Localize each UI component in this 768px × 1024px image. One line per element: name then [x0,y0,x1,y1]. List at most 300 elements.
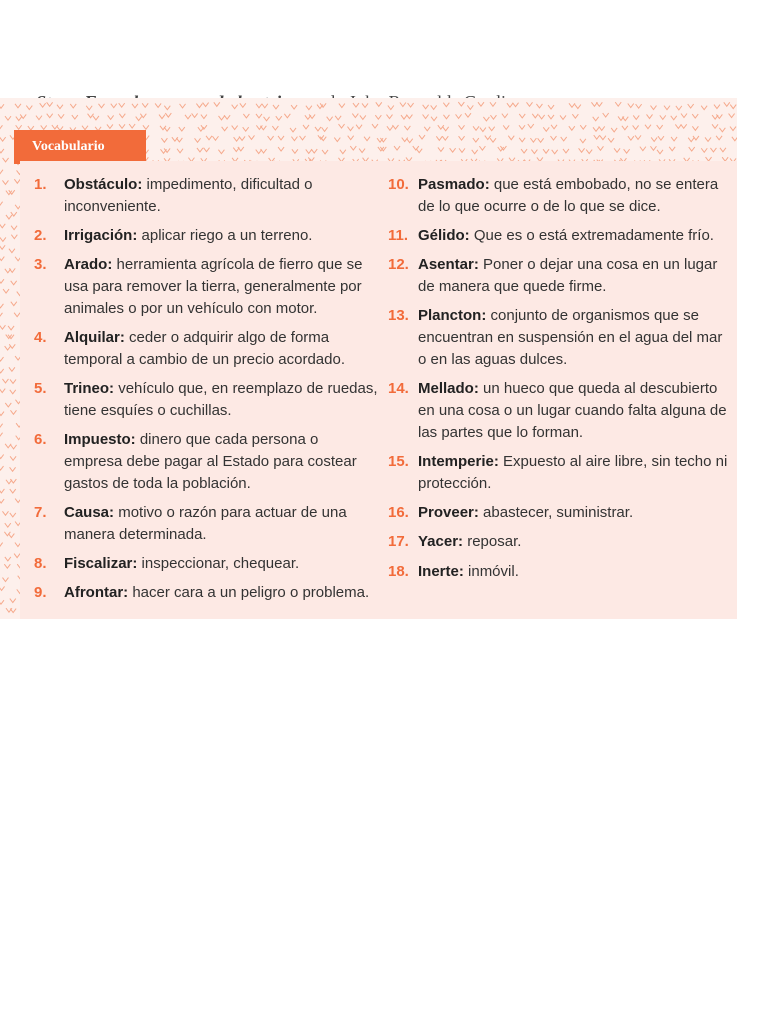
pattern-mark [10,467,16,471]
pattern-mark [10,489,16,493]
pattern-mark [192,113,198,117]
entry-term: Arado: [64,256,113,273]
pattern-mark [467,105,473,109]
pattern-mark [15,104,21,108]
entry-definition: abastecer, suministrar. [483,504,634,521]
pattern-mark [335,116,341,120]
pattern-mark [107,124,113,128]
pattern-mark [306,149,312,153]
pattern-mark [70,104,76,108]
entry-body [418,531,733,553]
pattern-mark [57,105,63,109]
pattern-mark [575,105,581,109]
pattern-mark [0,313,2,317]
pattern-mark [676,106,682,110]
pattern-mark [615,102,621,106]
pattern-mark [129,124,135,128]
pattern-mark [119,103,125,107]
vocabulary-tab: Vocabulario [14,130,146,164]
pattern-mark [234,137,240,141]
pattern-mark [424,127,430,131]
pattern-mark [291,105,297,109]
pattern-mark [356,125,362,129]
pattern-mark [10,479,16,483]
entry-definition: Poner o dejar una cosa en un lugar de manera que quede firme. [418,256,718,295]
entry-definition: un hueco que queda al descubierto en una cosa o un lugar cuando falta alguna de las partes que lo forman. [418,380,727,441]
entry-definition: herramienta agrícola de fierro que se usa para remover la tierra, generalmente por animales o por un vehículo con motor. [64,256,363,317]
pattern-mark [645,125,651,129]
pattern-mark [400,103,406,107]
pattern-mark [593,127,599,131]
pattern-mark [563,149,569,153]
pattern-mark [291,137,297,141]
pattern-mark [622,117,628,121]
pattern-mark [240,103,246,107]
pattern-mark [438,147,444,151]
pattern-mark [6,215,12,219]
entry-term: Inerte: [418,563,464,580]
pattern-mark [196,104,202,108]
pattern-mark [2,379,8,383]
pattern-mark [633,115,639,119]
entry-body [64,429,379,495]
pattern-mark [256,104,262,108]
pattern-mark [712,124,718,128]
pattern-mark [350,146,356,150]
pattern-mark [681,113,687,117]
pattern-mark [633,125,639,129]
pattern-mark [177,149,183,153]
pattern-mark [2,578,8,582]
entry-number: 15. [388,453,409,470]
pattern-mark [419,135,425,139]
pattern-mark [5,346,11,350]
pattern-mark [348,136,354,140]
entry-number: 3. [34,256,47,273]
pattern-mark [647,114,653,118]
pattern-mark [388,105,394,109]
entry-number: 2. [34,227,47,244]
pattern-mark [3,289,9,293]
pattern-mark [10,390,16,394]
pattern-mark [58,114,64,118]
entry-body [64,378,379,422]
pattern-mark [93,116,99,120]
pattern-mark [724,102,730,106]
pattern-mark [47,114,53,118]
pattern-mark [26,106,32,110]
entry-definition: Expuesto al aire libre, sin techo ni protección. [418,453,728,492]
entry-number: 8. [34,555,47,572]
pattern-mark [268,136,274,140]
pattern-mark [650,146,656,150]
pattern-mark [611,128,617,132]
pattern-mark [479,146,485,150]
pattern-mark [243,114,249,118]
pattern-mark [0,600,4,604]
pattern-mark [688,138,694,142]
pattern-mark [164,127,170,131]
pattern-mark [485,136,491,140]
pattern-mark [10,599,16,603]
pattern-mark [693,136,699,140]
pattern-mark [413,146,419,150]
pattern-mark [519,138,525,142]
pattern-mark [9,249,15,253]
pattern-mark [10,609,16,613]
pattern-mark [0,586,5,590]
pattern-mark [543,149,549,153]
pattern-mark [569,126,575,130]
pattern-mark [290,128,296,132]
pattern-mark [508,136,514,140]
pattern-mark [206,136,212,140]
pattern-mark [256,114,262,118]
pattern-mark [239,136,245,140]
pattern-mark [243,127,249,131]
pattern-mark [0,325,5,329]
entry-number: 18. [388,563,409,580]
pattern-mark [651,137,657,141]
pattern-mark [657,125,663,129]
pattern-mark [292,149,298,153]
pattern-mark [9,367,15,371]
entry-definition: inspeccionar, chequear. [141,555,300,572]
pattern-mark [0,104,4,108]
pattern-mark [401,115,407,119]
pattern-mark [407,139,413,143]
pattern-mark [0,237,6,241]
pattern-mark [180,104,186,108]
pattern-mark [478,102,484,106]
pattern-mark [675,124,681,128]
pattern-mark [10,379,16,383]
pattern-mark [340,150,346,154]
pattern-mark [41,125,47,129]
pattern-mark [442,136,448,140]
pattern-mark [416,149,422,153]
pattern-mark [386,115,392,119]
pattern-mark [201,125,207,129]
pattern-mark [387,126,393,130]
pattern-mark [72,115,78,119]
pattern-mark [0,245,5,249]
entry-body [64,502,379,546]
pattern-mark [543,127,549,131]
pattern-mark [214,102,220,106]
pattern-mark [624,149,630,153]
pattern-mark [0,357,3,361]
entry-term: Gélido: [418,227,470,244]
pattern-mark [0,389,5,393]
pattern-mark [0,304,3,308]
pattern-mark [640,147,646,151]
pattern-mark [276,116,282,120]
pattern-mark [119,114,125,118]
pattern-mark [352,114,358,118]
pattern-mark [88,114,94,118]
pattern-mark [222,127,228,131]
entry-body [64,225,379,247]
pattern-mark [714,105,720,109]
entry-number: 16. [388,504,409,521]
pattern-mark [16,117,22,121]
pattern-mark [0,279,4,283]
entry-number: 6. [34,431,47,448]
pattern-mark [98,104,104,108]
entry-term: Mellado: [418,380,479,397]
pattern-mark [490,102,496,106]
pattern-mark [519,125,525,129]
pattern-mark [132,104,138,108]
pattern-mark [176,138,182,142]
pattern-mark [732,137,737,141]
entry-definition: conjunto de organismos que se encuentran en suspensión en el agua del mar o en las aguas dulces. [418,307,723,368]
pattern-mark [0,125,2,129]
entry-body [418,378,733,444]
pattern-mark [701,148,707,152]
entry-number: 14. [388,380,409,397]
pattern-mark [490,115,496,119]
pattern-mark [526,102,532,106]
entry-number: 4. [34,329,47,346]
pattern-mark [0,224,5,228]
pattern-mark [614,148,620,152]
pattern-mark [701,106,707,110]
pattern-mark [299,136,305,140]
pattern-mark [375,115,381,119]
pattern-mark [729,114,735,118]
pattern-mark [5,403,11,407]
entry-definition: motivo o razón para actuar de una manera determinada. [64,504,347,543]
pattern-mark [0,369,4,373]
pattern-mark [232,105,238,109]
pattern-mark [502,114,508,118]
pattern-mark [538,138,544,142]
pattern-mark [660,115,666,119]
pattern-mark [9,268,15,272]
pattern-mark [119,124,125,128]
pattern-mark [372,124,378,128]
pattern-mark [552,150,558,154]
pattern-mark [730,105,736,109]
entry-body [418,174,733,218]
pattern-mark [539,115,545,119]
pattern-mark [490,138,496,142]
pattern-mark [5,523,11,527]
pattern-mark [322,127,328,131]
pattern-mark [8,326,14,330]
pattern-mark [561,137,567,141]
entry-term: Obstáculo: [64,176,143,193]
pattern-mark [608,138,614,142]
entry-term: Afrontar: [64,584,129,601]
entry-term: Intemperie: [418,453,499,470]
pattern-mark [142,103,148,107]
entry-body [64,582,379,604]
pattern-mark [423,115,429,119]
entry-body [64,327,379,371]
pattern-mark [303,125,309,129]
pattern-mark [716,136,722,140]
pattern-mark [593,117,599,121]
pattern-mark [161,138,167,142]
pattern-mark [219,116,225,120]
pattern-mark [569,103,575,107]
pattern-mark [408,103,414,107]
pattern-mark [136,117,142,121]
pattern-mark [459,148,465,152]
pattern-mark [489,127,495,131]
pattern-mark [185,115,191,119]
pattern-mark [519,114,525,118]
pattern-mark [681,124,687,128]
pattern-mark [459,125,465,129]
pattern-mark [431,105,437,109]
pattern-mark [11,302,17,306]
pattern-mark [657,150,663,154]
pattern-mark [406,115,412,119]
pattern-mark [238,147,244,151]
pattern-mark [264,117,270,121]
entry-body [64,553,379,575]
pattern-mark [278,136,284,140]
entry-definition: dinero que cada persona o empresa debe pagar al Estado para costear gastos de toda la población. [64,431,357,492]
pattern-mark [0,543,3,547]
entry-definition: aplicar riego a un terreno. [141,227,313,244]
pattern-mark [260,126,266,130]
pattern-mark [628,104,634,108]
pattern-mark [179,127,185,131]
pattern-mark [320,137,326,141]
pattern-mark [456,114,462,118]
pattern-mark [0,257,4,261]
pattern-mark [364,137,370,141]
pattern-mark [650,106,656,110]
pattern-mark [669,147,675,151]
pattern-mark [2,180,8,184]
pattern-mark [551,125,557,129]
pattern-mark [530,138,536,142]
pattern-mark [16,125,22,129]
pattern-mark [443,115,449,119]
pattern-mark [580,139,586,143]
entry-body [418,451,733,495]
pattern-mark [548,115,554,119]
pattern-mark [0,466,4,470]
pattern-mark [224,115,230,119]
entry-body [418,561,733,583]
pattern-mark [248,135,254,139]
entry-number: 13. [388,307,409,324]
pattern-mark [548,105,554,109]
pattern-mark [86,106,92,110]
pattern-mark [528,124,534,128]
pattern-mark [392,125,398,129]
pattern-mark [0,499,4,503]
pattern-mark [212,136,218,140]
pattern-mark [315,127,321,131]
pattern-mark [586,150,592,154]
pattern-mark [159,115,165,119]
pattern-mark [204,148,210,152]
pattern-mark [459,136,465,140]
entry-term: Irrigación: [64,227,138,244]
pattern-mark [443,127,449,131]
pattern-mark [11,445,17,449]
pattern-mark [658,136,664,140]
pattern-mark [0,454,4,458]
pattern-mark [376,102,382,106]
entry-term: Asentar: [418,256,479,273]
pattern-mark [155,103,161,107]
pattern-mark [9,344,15,348]
pattern-mark [636,104,642,108]
pattern-mark [40,103,46,107]
pattern-mark [536,104,542,108]
pattern-mark [550,136,556,140]
pattern-mark [353,103,359,107]
pattern-mark [311,149,317,153]
pattern-mark [532,114,538,118]
entry-body [418,254,733,298]
pattern-mark [692,126,698,130]
pattern-mark [473,126,479,130]
pattern-mark [635,135,641,139]
pattern-mark [628,136,634,140]
pattern-mark [0,424,3,428]
pattern-mark [272,126,278,130]
entry-term: Fiscalizar: [64,555,138,572]
pattern-mark [0,137,6,141]
entry-number: 12. [388,256,409,273]
pattern-mark [600,136,606,140]
pattern-mark [11,235,17,239]
pattern-mark [108,115,114,119]
entry-definition: hacer cara a un peligro o problema. [132,584,370,601]
entry-number: 17. [388,533,409,550]
entry-term: Causa: [64,504,115,521]
pattern-mark [339,104,345,108]
entry-definition: reposar. [467,533,522,550]
pattern-mark [710,148,716,152]
pattern-mark [10,456,16,460]
pattern-mark [197,148,203,152]
vocabulary-content [20,161,737,619]
pattern-mark [362,103,368,107]
pattern-mark [0,412,4,416]
pattern-mark [671,116,677,120]
pattern-mark [692,114,698,118]
entry-definition: Que es o está extremadamente frío. [473,227,714,244]
pattern-mark [473,138,479,142]
pattern-mark [423,105,429,109]
pattern-mark [11,226,17,230]
entry-body [418,305,733,371]
pattern-mark [4,564,10,568]
entry-term: Impuesto: [64,431,136,448]
entry-number: 5. [34,380,47,397]
pattern-mark [483,117,489,121]
pattern-mark [273,105,279,109]
pattern-mark [10,410,16,414]
pattern-mark [8,534,14,538]
pattern-mark [579,148,585,152]
vocabulary-panel [0,98,737,619]
pattern-mark [507,103,513,107]
pattern-mark [339,124,345,128]
pattern-mark [597,146,603,150]
